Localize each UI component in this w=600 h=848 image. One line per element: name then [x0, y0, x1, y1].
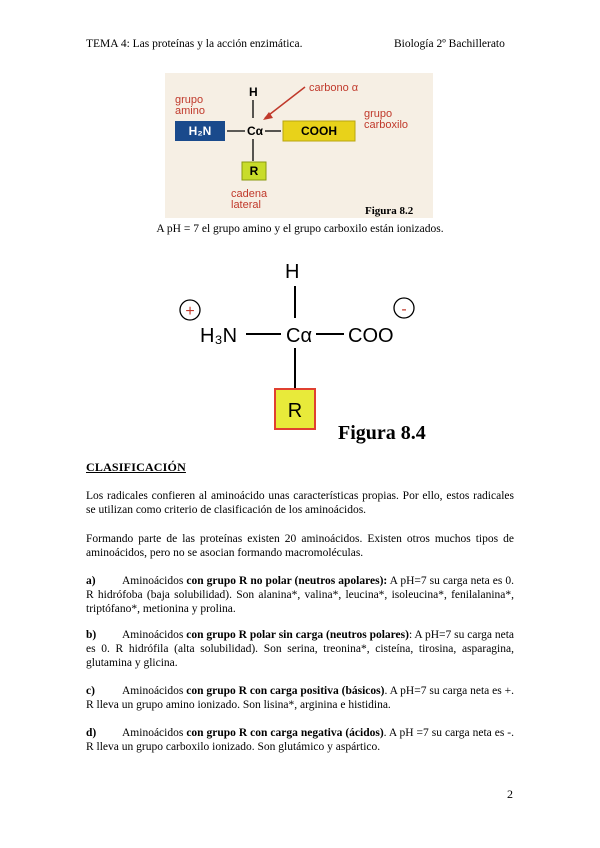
carbon-alpha: Cα — [247, 124, 264, 138]
list-item-post: . A pH =7 su carga neta es -. R lleva un grupo carboxilo ionizado. Son glutámico y aspártico. — [86, 727, 515, 753]
label-carboxyl-2: carboxilo — [364, 119, 409, 131]
r-group-ionized: R — [287, 400, 303, 422]
label-chain-1: cadena — [231, 188, 268, 200]
carboxyl-group: COOH — [301, 124, 337, 138]
list-item — [86, 628, 514, 670]
atom-h-ionized: H — [285, 261, 300, 283]
page-number: 2 — [507, 787, 513, 801]
figure-8-4 — [178, 250, 438, 450]
carboxylate-group: COO — [348, 325, 394, 347]
list-item — [86, 726, 514, 754]
section-title: CLASIFICACIÓN — [86, 460, 186, 474]
list-item-post: . A pH=7 su carga neta es +. R lleva un grupo amino ionizado. Son lisina*, arginina e histidina. — [86, 685, 514, 711]
list-item-post: : A pH=7 su carga neta es 0. R hidrófila (alta solubilidad). Son serina, treonina*, cisteína, tirosina, asparagina, glutamina y glicina. — [86, 629, 514, 669]
list-item-bold: con grupo R con carga negativa (ácidos) — [186, 727, 384, 739]
amino-group: H₂N — [188, 124, 212, 138]
label-amino-2: amino — [175, 105, 205, 117]
list-item-pre: Aminoácidos — [122, 629, 187, 641]
list-item — [86, 574, 514, 616]
minus-sign: - — [401, 301, 407, 318]
carbon-alpha-ionized: Cα — [286, 325, 313, 347]
list-item-post: A pH=7 su carga neta es 0. R hidrófoba (baja solubilidad). Son alanina*, valina*, leucina*, isoleucina*, fenilalanina*, triptófano*, metionina y prolina. — [86, 575, 514, 615]
paragraph-1: Los radicales confieren al aminoácido unas características propias. Por ello, estos radicales se utilizan como criterio de clasificación de los aminoácidos. — [86, 490, 514, 516]
figure-8-2-caption: Figura 8.2 — [365, 205, 414, 217]
list-item-pre: Aminoácidos — [122, 575, 187, 587]
header-course: Biología 2º Bachillerato — [394, 38, 505, 50]
label-carboxyl-1: grupo — [364, 108, 393, 120]
list-item-bold: con grupo R no polar (neutros apolares): — [186, 575, 388, 587]
ionization-caption: A pH = 7 el grupo amino y el grupo carboxilo están ionizados. — [156, 223, 444, 235]
list-item-label: a) — [86, 575, 96, 587]
list-item-bold: con grupo R con carga positiva (básicos) — [186, 685, 385, 697]
list-item-label: c) — [86, 685, 95, 697]
plus-sign: + — [185, 303, 195, 320]
label-carbon-alpha: carbono α — [309, 82, 359, 94]
header-title: TEMA 4: Las proteínas y la acción enzimática. — [86, 38, 303, 50]
figure-8-4-caption: Figura 8.4 — [338, 422, 426, 444]
label-amino-1: grupo — [175, 94, 204, 106]
figure-8-2 — [165, 73, 433, 218]
list-item-pre: Aminoácidos — [122, 685, 187, 697]
paragraph-2: Formando parte de las proteínas existen 20 aminoácidos. Existen otros muchos tipos de aminoácidos, pero no se asocian formando macromoléculas. — [86, 533, 514, 559]
list-item-bold: con grupo R polar sin carga (neutros polares) — [186, 629, 409, 641]
arrow-carbon-alpha — [265, 87, 305, 118]
list-item-label: d) — [86, 727, 97, 739]
ammonium-group: H₃N — [200, 325, 238, 347]
atom-h: H — [249, 85, 258, 99]
label-chain-2: lateral — [231, 199, 261, 211]
r-group: R — [249, 164, 259, 178]
list-item-pre: Aminoácidos — [122, 727, 187, 739]
list-item-label: b) — [86, 629, 97, 641]
list-item — [86, 684, 514, 712]
